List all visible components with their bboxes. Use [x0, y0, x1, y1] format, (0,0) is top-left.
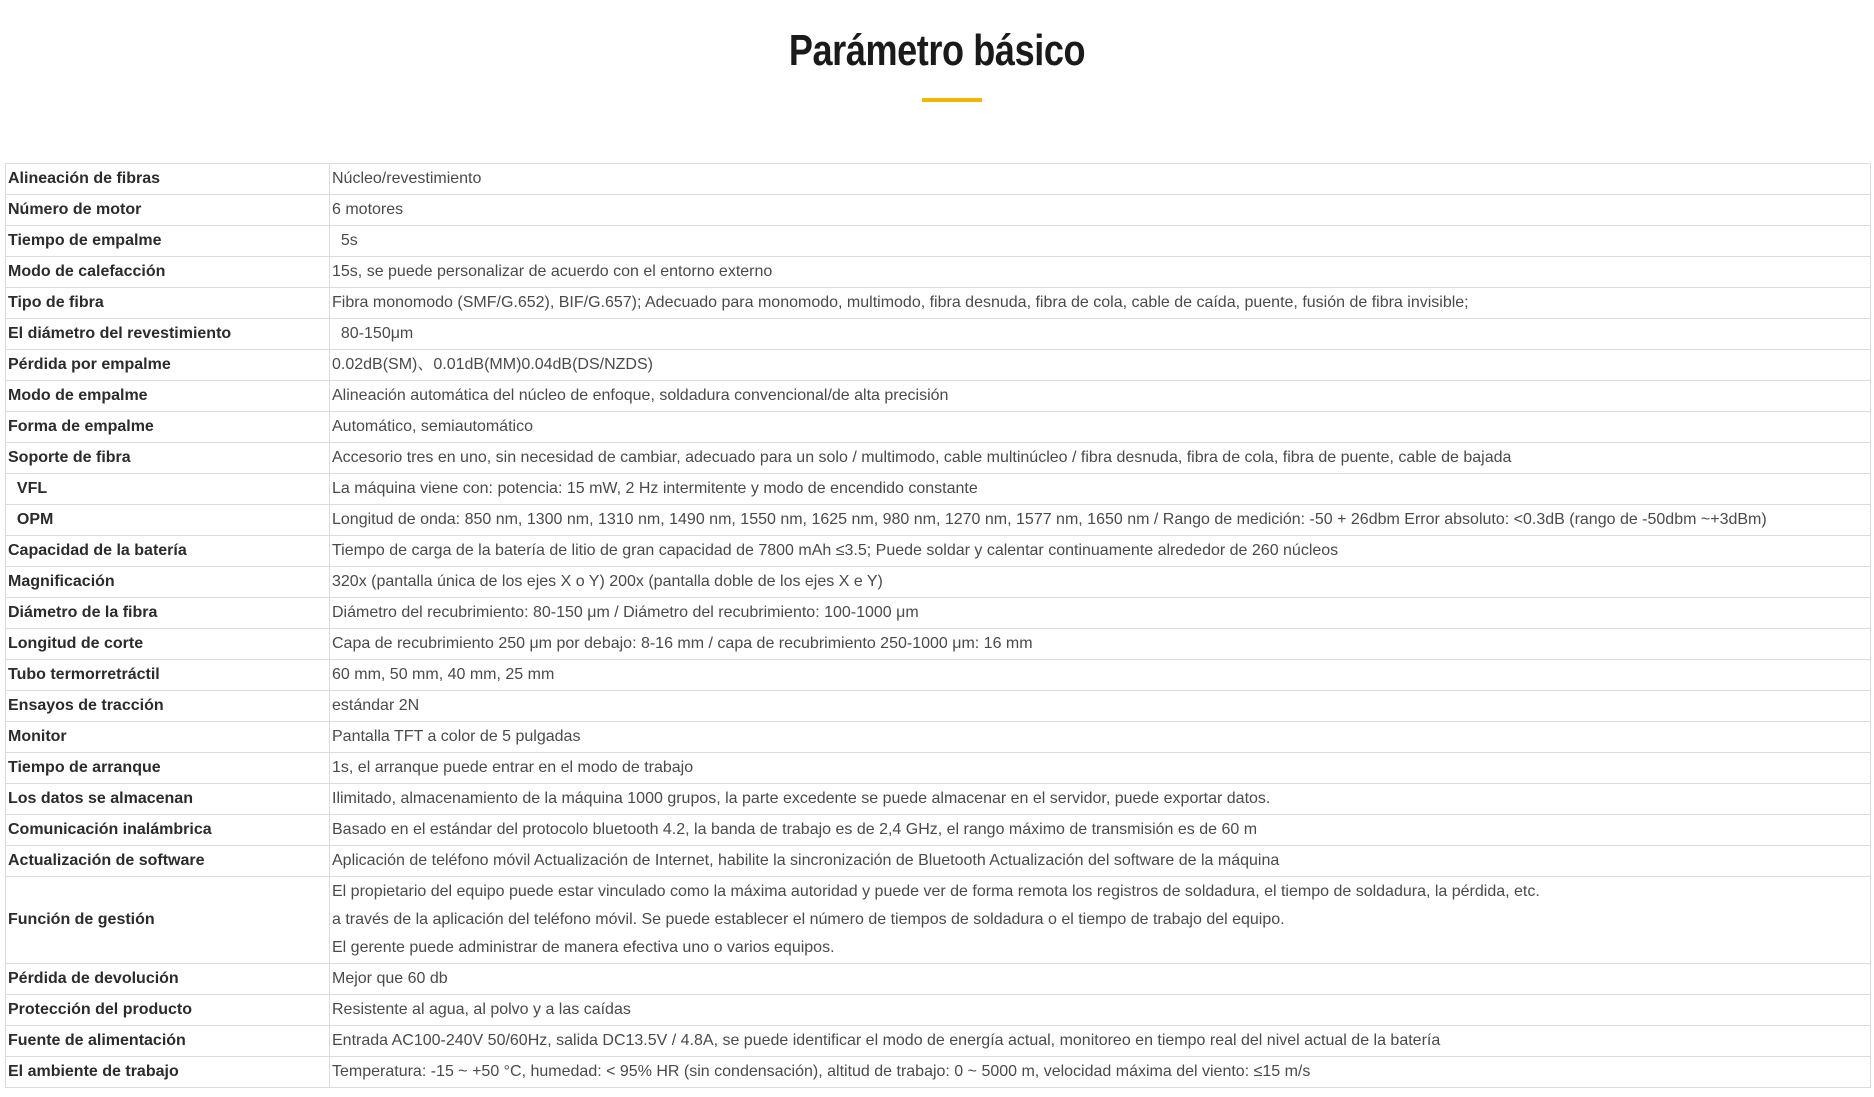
- table-row: [6, 474, 1871, 505]
- spec-value: 60 mm, 50 mm, 40 mm, 25 mm: [330, 660, 1871, 691]
- spec-label: Ensayos de tracción: [6, 691, 330, 722]
- table-row: [6, 350, 1871, 381]
- page-title: Parámetro básico: [788, 26, 1086, 75]
- spec-value: 15s, se puede personalizar de acuerdo con el entorno externo: [330, 257, 1871, 288]
- table-row: [6, 629, 1871, 660]
- table-row: [6, 815, 1871, 846]
- spec-label: Diámetro de la fibra: [6, 598, 330, 629]
- spec-value: Entrada AC100-240V 50/60Hz, salida DC13.5V / 4.8A, se puede identificar el modo de energía actual, monitoreo en tiempo real del nivel actual de la batería: [330, 1026, 1871, 1057]
- spec-value: Alineación automática del núcleo de enfoque, soldadura convencional/de alta precisión: [330, 381, 1871, 412]
- spec-value: 80-150μm: [330, 319, 1871, 350]
- spec-value: 5s: [330, 226, 1871, 257]
- spec-value: estándar 2N: [330, 691, 1871, 722]
- spec-table: [5, 163, 1871, 1088]
- spec-label: Longitud de corte: [6, 629, 330, 660]
- spec-label: Protección del producto: [6, 995, 330, 1026]
- spec-value: Fibra monomodo (SMF/G.652), BIF/G.657); Adecuado para monomodo, multimodo, fibra desnuda, fibra de cola, cable de caída, puente, fusión de fibra invisible;: [330, 288, 1871, 319]
- table-row: [6, 846, 1871, 877]
- spec-value: Diámetro del recubrimiento: 80-150 μm / Diámetro del recubrimiento: 100-1000 μm: [330, 598, 1871, 629]
- spec-value: Automático, semiautomático: [330, 412, 1871, 443]
- table-row: [6, 660, 1871, 691]
- spec-value: Basado en el estándar del protocolo bluetooth 4.2, la banda de trabajo es de 2,4 GHz, el rango máximo de transmisión es de 60 m: [330, 815, 1871, 846]
- spec-value-line: El gerente puede administrar de manera efectiva uno o varios equipos.: [332, 939, 835, 956]
- table-row: [6, 567, 1871, 598]
- table-row: [6, 443, 1871, 474]
- table-row: [6, 319, 1871, 350]
- spec-label: El diámetro del revestimiento: [6, 319, 330, 350]
- spec-label: Monitor: [6, 722, 330, 753]
- table-row: [6, 691, 1871, 722]
- spec-value: [330, 877, 1871, 964]
- spec-value: Aplicación de teléfono móvil Actualización de Internet, habilite la sincronización de Bluetooth Actualización del software de la máquina: [330, 846, 1871, 877]
- table-row: [6, 164, 1871, 195]
- spec-label: Forma de empalme: [6, 412, 330, 443]
- spec-label: Tipo de fibra: [6, 288, 330, 319]
- spec-label: Fuente de alimentación: [6, 1026, 330, 1057]
- title-underline: [922, 98, 982, 102]
- spec-label: Tiempo de arranque: [6, 753, 330, 784]
- spec-value: 320x (pantalla única de los ejes X o Y) 200x (pantalla doble de los ejes X e Y): [330, 567, 1871, 598]
- spec-value: Tiempo de carga de la batería de litio de gran capacidad de 7800 mAh ≤3.5; Puede soldar y calentar continuamente alrededor de 260 núcleos: [330, 536, 1871, 567]
- spec-label: Actualización de software: [6, 846, 330, 877]
- spec-label: Capacidad de la batería: [6, 536, 330, 567]
- spec-label: Soporte de fibra: [6, 443, 330, 474]
- table-row: [6, 226, 1871, 257]
- table-row: [6, 964, 1871, 995]
- spec-value-line: El propietario del equipo puede estar vinculado como la máxima autoridad y puede ver de forma remota los registros de soldadura, el tiempo de soldadura, la pérdida, etc.: [332, 883, 1540, 900]
- spec-value: Temperatura: -15 ~ +50 °C, humedad: < 95% HR (sin condensación), altitud de trabajo: 0 ~ 5000 m, velocidad máxima del viento: ≤15 m/s: [330, 1057, 1871, 1088]
- spec-value: Ilimitado, almacenamiento de la máquina 1000 grupos, la parte excedente se puede almacenar en el servidor, puede exportar datos.: [330, 784, 1871, 815]
- spec-value: Pantalla TFT a color de 5 pulgadas: [330, 722, 1871, 753]
- table-row: [6, 784, 1871, 815]
- spec-label: Comunicación inalámbrica: [6, 815, 330, 846]
- spec-label: Función de gestión: [6, 877, 330, 964]
- table-row: [6, 381, 1871, 412]
- spec-label: Pérdida por empalme: [6, 350, 330, 381]
- spec-value: 1s, el arranque puede entrar en el modo de trabajo: [330, 753, 1871, 784]
- spec-label: Alineación de fibras: [6, 164, 330, 195]
- table-row: [6, 257, 1871, 288]
- spec-label: Modo de empalme: [6, 381, 330, 412]
- table-row: [6, 195, 1871, 226]
- table-row: [6, 1026, 1871, 1057]
- table-row: [6, 598, 1871, 629]
- spec-value: Resistente al agua, al polvo y a las caídas: [330, 995, 1871, 1026]
- spec-value: Longitud de onda: 850 nm, 1300 nm, 1310 nm, 1490 nm, 1550 nm, 1625 nm, 980 nm, 1270 nm, 1577 nm, 1650 nm / Rango de medición: -50 + 26dbm Error absoluto: <0.3dB (rango de -50dbm ~+3dBm): [330, 505, 1871, 536]
- spec-value: Núcleo/revestimiento: [330, 164, 1871, 195]
- spec-value: Capa de recubrimiento 250 μm por debajo: 8-16 mm / capa de recubrimiento 250-1000 μm: 16 mm: [330, 629, 1871, 660]
- spec-label: Los datos se almacenan: [6, 784, 330, 815]
- spec-value: Mejor que 60 db: [330, 964, 1871, 995]
- spec-label: Tubo termorretráctil: [6, 660, 330, 691]
- table-row: [6, 536, 1871, 567]
- spec-value: 6 motores: [330, 195, 1871, 226]
- spec-label: Tiempo de empalme: [6, 226, 330, 257]
- spec-label: Pérdida de devolución: [6, 964, 330, 995]
- table-row: [6, 412, 1871, 443]
- spec-value: Accesorio tres en uno, sin necesidad de cambiar, adecuado para un solo / multimodo, cable multinúcleo / fibra desnuda, fibra de cola, fibra de puente, cable de bajada: [330, 443, 1871, 474]
- spec-label: Modo de calefacción: [6, 257, 330, 288]
- table-row: [6, 505, 1871, 536]
- spec-value: La máquina viene con: potencia: 15 mW, 2 Hz intermitente y modo de encendido constante: [330, 474, 1871, 505]
- spec-label: Número de motor: [6, 195, 330, 226]
- spec-label: VFL: [6, 474, 330, 505]
- table-row: [6, 753, 1871, 784]
- table-row: [6, 877, 1871, 964]
- table-row: [6, 288, 1871, 319]
- table-row: [6, 1057, 1871, 1088]
- spec-label: Magnificación: [6, 567, 330, 598]
- spec-label: El ambiente de trabajo: [6, 1057, 330, 1088]
- table-row: [6, 722, 1871, 753]
- spec-value: 0.02dB(SM)、0.01dB(MM)0.04dB(DS/NZDS): [330, 350, 1871, 381]
- table-row: [6, 995, 1871, 1026]
- spec-value-line: a través de la aplicación del teléfono móvil. Se puede establecer el número de tiempos de soldadura o el tiempo de trabajo del equipo.: [332, 911, 1285, 928]
- spec-table-body: [6, 164, 1871, 1088]
- spec-label: OPM: [6, 505, 330, 536]
